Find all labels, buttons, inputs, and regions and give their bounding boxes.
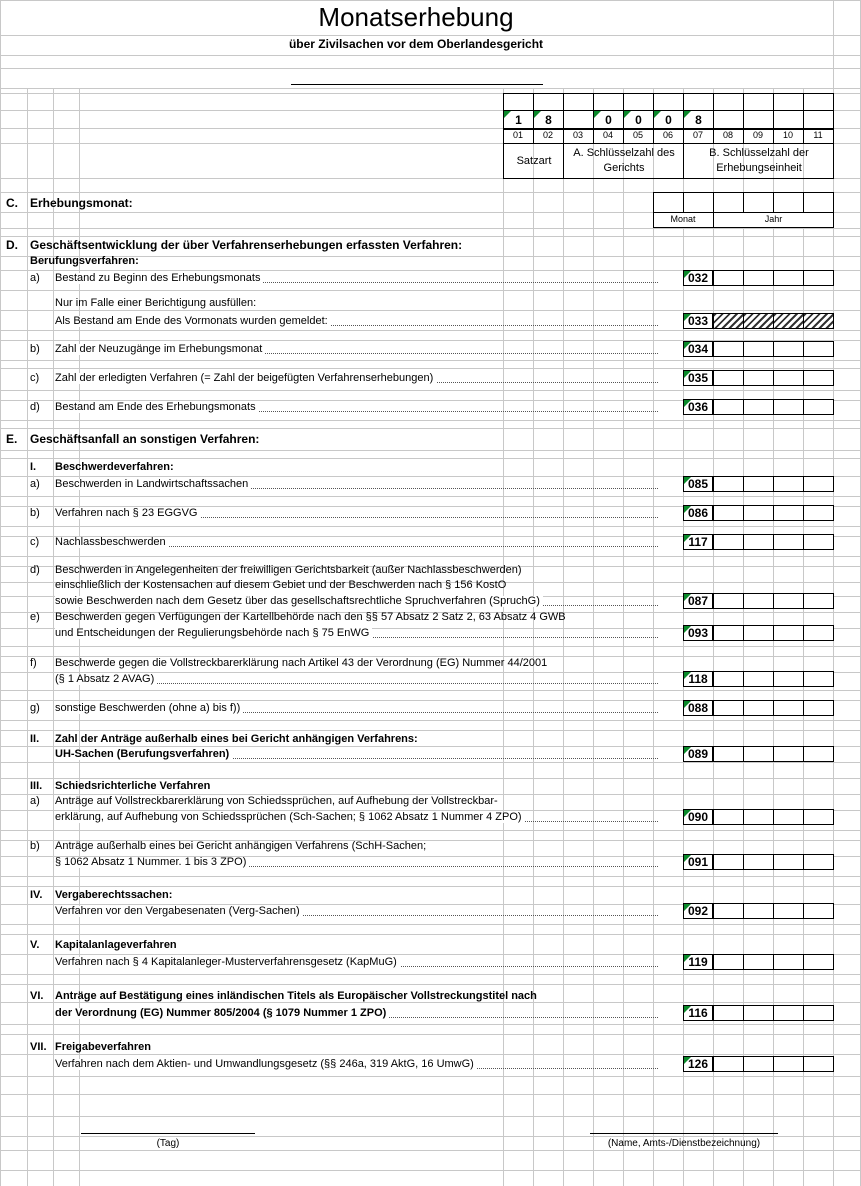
entry-input-cell[interactable]	[743, 809, 774, 825]
entry-item-label: a)	[30, 478, 40, 490]
entry-input-cell[interactable]	[803, 313, 834, 329]
grid-hline	[0, 934, 861, 935]
entry-input-cell[interactable]	[743, 1005, 774, 1021]
e-iii-title: Schiedsrichterliche Verfahren	[55, 780, 211, 792]
e-vi-line1: Anträge auf Bestätigung eines inländischen Titels als Europäischer Vollstreckungstitel nach	[55, 990, 537, 1002]
code-box: 087	[683, 593, 713, 609]
c-hsep	[653, 212, 834, 213]
e-i-label: I.	[30, 461, 37, 473]
entry-item-text: der Verordnung (EG) Nummer 805/2004 (§ 1079 Nummer 1 ZPO)	[55, 1008, 389, 1019]
key-digit-cell[interactable]	[593, 110, 624, 129]
key-hsep	[503, 143, 834, 144]
grid-hline	[0, 984, 861, 985]
entry-input-cell[interactable]	[773, 1056, 804, 1072]
entry-input-cell[interactable]	[803, 700, 834, 716]
e-ii-line1: Zahl der Anträge außerhalb eines bei Gericht anhängigen Verfahrens:	[55, 733, 418, 745]
entry-item-text: sowie Beschwerden nach dem Gesetz über das gesellschaftsrechtliche Spruchverfahren (SpruchG)	[55, 596, 543, 607]
e-vii-label: VII.	[30, 1041, 47, 1053]
entry-input-cell[interactable]	[803, 625, 834, 641]
entry-input-cell[interactable]	[773, 854, 804, 870]
entry-input-cell[interactable]	[743, 313, 774, 329]
grid-hline	[0, 330, 861, 331]
grid-hline	[0, 310, 861, 311]
entry-item-text: § 1062 Absatz 1 Nummer. 1 bis 3 ZPO)	[55, 857, 249, 868]
grid-hline	[0, 428, 861, 429]
grid-hline	[0, 1076, 861, 1077]
section-d-title: Geschäftsentwicklung der über Verfahrenserhebungen erfassten Verfahren:	[30, 238, 463, 252]
key-digit-cell[interactable]	[533, 110, 564, 129]
key-digit-cell[interactable]	[743, 110, 774, 129]
grid-hline	[0, 830, 861, 831]
entry-input-cell[interactable]	[713, 476, 744, 492]
entry-item-label: b)	[30, 840, 40, 852]
key-column-number: 03	[572, 130, 583, 140]
entry-input-cell[interactable]	[803, 746, 834, 762]
key-digit: 1	[515, 113, 522, 127]
grid-hline	[0, 1136, 861, 1137]
entry-input-cell[interactable]	[803, 854, 834, 870]
grid-hline	[0, 35, 861, 36]
key-col-sep	[713, 93, 714, 143]
entry-input-cell[interactable]	[743, 903, 774, 919]
entry-input-cell[interactable]	[773, 370, 804, 386]
section-d-letter: D.	[6, 238, 18, 252]
entry-input-cell[interactable]	[743, 534, 774, 550]
entry-item-text: Verfahren vor den Vergabesenaten (Verg-Sachen)	[55, 906, 303, 917]
key-digit-cell[interactable]	[773, 110, 804, 129]
entry-input-cell[interactable]	[803, 399, 834, 415]
entry-input-cell[interactable]	[743, 270, 774, 286]
code-box: 092	[683, 903, 713, 919]
key-column-number: 04	[602, 130, 613, 140]
entry-item-text: Bestand am Ende des Erhebungsmonats	[55, 402, 259, 413]
entry-item-label: e)	[30, 611, 40, 623]
grid-hline	[0, 1116, 861, 1117]
section-e-title: Geschäftsanfall an sonstigen Verfahren:	[30, 432, 260, 446]
entry-input-cell[interactable]	[713, 399, 744, 415]
code-box: 118	[683, 671, 713, 687]
grid-hline	[0, 1170, 861, 1171]
satzart-label: Satzart	[516, 155, 552, 167]
entry-item-label: d)	[30, 401, 40, 413]
code-box: 091	[683, 854, 713, 870]
code-box: 090	[683, 809, 713, 825]
key-digit: 8	[545, 113, 552, 127]
grid-hline	[0, 1024, 861, 1025]
grid-vline	[53, 88, 54, 1186]
entry-input-cell[interactable]	[773, 1005, 804, 1021]
entry-input-cell[interactable]	[743, 370, 774, 386]
grid-hline	[0, 886, 861, 887]
entry-input-cell[interactable]	[743, 746, 774, 762]
code-box: 086	[683, 505, 713, 521]
name-label: (Name, Amts-/Dienstbezeichnung)	[607, 1138, 761, 1149]
entry-input-cell[interactable]	[803, 534, 834, 550]
entry-input-cell[interactable]	[803, 270, 834, 286]
entry-input-cell[interactable]	[773, 476, 804, 492]
grid-hline	[0, 876, 861, 877]
entry-input-cell[interactable]	[713, 746, 744, 762]
key-column-number: 08	[722, 130, 733, 140]
entry-input-cell[interactable]	[713, 505, 744, 521]
entry-input-cell[interactable]	[773, 954, 804, 970]
key-column-number: 11	[813, 130, 823, 140]
entry-item-label: a)	[30, 272, 40, 284]
b-label-line1: B. Schlüsselzahl der	[709, 147, 809, 159]
grid-hline	[0, 1054, 861, 1055]
grid-hline	[0, 762, 861, 763]
entry-input-cell[interactable]	[713, 809, 744, 825]
entry-input-cell[interactable]	[743, 625, 774, 641]
entry-input-cell[interactable]	[743, 476, 774, 492]
entry-input-cell[interactable]	[773, 341, 804, 357]
entry-input-cell[interactable]	[803, 341, 834, 357]
entry-item-text: Bestand zu Beginn des Erhebungsmonats	[55, 273, 263, 284]
page-title: Monatserhebung	[318, 2, 514, 32]
entry-input-cell[interactable]	[743, 1056, 774, 1072]
entry-input-cell[interactable]	[803, 370, 834, 386]
entry-input-cell[interactable]	[803, 903, 834, 919]
section-d-note: Nur im Falle einer Berichtigung ausfüllen:	[55, 297, 257, 309]
entry-input-cell[interactable]	[713, 854, 744, 870]
entry-item-label: c)	[30, 372, 40, 384]
e-i-f-line1: Beschwerde gegen die Vollstreckbarerklärung nach Artikel 43 der Verordnung (EG) Nummer 44/2001	[55, 657, 548, 669]
key-digit-cell[interactable]	[623, 110, 654, 129]
code-box: 085	[683, 476, 713, 492]
grid-hline	[0, 290, 861, 291]
entry-item-text: Verfahren nach dem Aktien- und Umwandlungsgesetz (§§ 246a, 319 AktG, 16 UmwG)	[55, 1059, 477, 1070]
grid-hline	[0, 368, 861, 369]
key-col-sep	[533, 93, 534, 143]
entry-input-cell[interactable]	[773, 671, 804, 687]
date-signature-line	[81, 1133, 255, 1134]
e-vi-label: VI.	[30, 990, 44, 1002]
entry-input-cell[interactable]	[773, 593, 804, 609]
a-label-line1: A. Schlüsselzahl des	[573, 147, 675, 159]
entry-item-text: Verfahren nach § 23 EGGVG	[55, 508, 200, 519]
code-box: 035	[683, 370, 713, 386]
entry-input-cell[interactable]	[743, 399, 774, 415]
header-underline	[291, 84, 543, 85]
entry-input-cell[interactable]	[713, 593, 744, 609]
entry-input-cell[interactable]	[713, 700, 744, 716]
key-digit: 0	[605, 113, 612, 127]
entry-input-cell[interactable]	[773, 625, 804, 641]
grid-hline	[0, 690, 861, 691]
grid-hline	[0, 1002, 861, 1003]
a-label-line2: Gerichts	[603, 162, 645, 174]
grid-hline	[0, 496, 861, 497]
grid-hline	[0, 556, 861, 557]
entry-input-cell[interactable]	[743, 341, 774, 357]
section-c-letter: C.	[6, 196, 18, 210]
entry-input-cell[interactable]	[803, 1005, 834, 1021]
entry-input-cell[interactable]	[773, 534, 804, 550]
entry-item-text: Verfahren nach § 4 Kapitalanleger-Musterverfahrensgesetz (KapMuG)	[55, 957, 400, 968]
grid-hline	[0, 1034, 861, 1035]
entry-input-cell[interactable]	[803, 505, 834, 521]
e-iii-a-line1: Anträge auf Vollstreckbarerklärung von Schiedssprüchen, auf Aufhebung der Vollstreckbar-	[55, 795, 498, 807]
entry-input-cell[interactable]	[713, 954, 744, 970]
grid-hline	[0, 0, 861, 1]
key-hsep	[503, 129, 834, 130]
entry-input-cell[interactable]	[743, 954, 774, 970]
c-sep-1	[683, 192, 684, 212]
entry-item-text: sonstige Beschwerden (ohne a) bis f))	[55, 703, 243, 714]
code-box: 036	[683, 399, 713, 415]
entry-item-text: Beschwerden in Landwirtschaftssachen	[55, 479, 251, 490]
entry-input-cell[interactable]	[713, 903, 744, 919]
entry-input-cell[interactable]	[713, 534, 744, 550]
entry-item-text: Nachlassbeschwerden	[55, 537, 169, 548]
grid-hline	[0, 924, 861, 925]
entry-input-cell[interactable]	[803, 593, 834, 609]
entry-input-cell[interactable]	[803, 809, 834, 825]
jahr-label: Jahr	[764, 214, 783, 224]
section-e-letter: E.	[6, 432, 18, 446]
entry-input-cell[interactable]	[803, 1056, 834, 1072]
entry-input-cell[interactable]	[713, 370, 744, 386]
key-column-number: 02	[542, 130, 553, 140]
key-column-number: 06	[662, 130, 673, 140]
entry-item-label: c)	[30, 536, 40, 548]
b-label-line2: Erhebungseinheit	[716, 162, 802, 174]
grid-hline	[0, 55, 861, 56]
entry-item-label: b)	[30, 343, 40, 355]
section-c-title: Erhebungsmonat:	[30, 196, 133, 210]
key-column-number: 07	[692, 130, 703, 140]
key-digit: 0	[635, 113, 642, 127]
e-iv-title: Vergaberechtssachen:	[55, 889, 173, 901]
entry-input-cell[interactable]	[803, 954, 834, 970]
entry-input-cell[interactable]	[713, 671, 744, 687]
section-d-subtitle: Berufungsverfahren:	[30, 255, 139, 267]
code-box: 032	[683, 270, 713, 286]
grid-hline	[0, 360, 861, 361]
entry-input-cell[interactable]	[713, 1056, 744, 1072]
page-subtitle: über Zivilsachen vor dem Oberlandesgericht	[288, 37, 544, 51]
code-box: 116	[683, 1005, 713, 1021]
key-col-sep	[743, 93, 744, 143]
key-column-number: 10	[782, 130, 793, 140]
entry-item-text: erklärung, auf Aufhebung von Schiedssprüchen (Sch-Sachen; § 1062 Absatz 1 Nummer 4 ZPO)	[55, 812, 525, 823]
e-iii-label: III.	[30, 780, 43, 792]
entry-item-text: und Entscheidungen der Regulierungsbehörde nach § 75 EnWG	[55, 628, 372, 639]
key-column-number: 01	[512, 130, 523, 140]
entry-item-label: d)	[30, 564, 40, 576]
grid-hline	[0, 420, 861, 421]
grid-hline	[0, 236, 861, 237]
entry-item-text: (§ 1 Absatz 2 AVAG)	[55, 674, 157, 685]
entry-input-cell[interactable]	[773, 809, 804, 825]
grid-hline	[0, 450, 861, 451]
e-iv-label: IV.	[30, 889, 43, 901]
entry-input-cell[interactable]	[743, 593, 774, 609]
entry-input-cell[interactable]	[773, 313, 804, 329]
key-col-sep	[593, 93, 594, 143]
monat-label: Monat	[670, 214, 696, 224]
entry-input-cell[interactable]	[803, 476, 834, 492]
grid-hline	[0, 390, 861, 391]
key-col-sep	[623, 93, 624, 143]
entry-input-cell[interactable]	[773, 399, 804, 415]
entry-input-cell[interactable]	[713, 1005, 744, 1021]
code-box: 088	[683, 700, 713, 716]
entry-input-cell[interactable]	[743, 854, 774, 870]
grid-vline	[27, 88, 28, 1186]
grid-hline	[0, 526, 861, 527]
key-column-number: 09	[752, 130, 763, 140]
code-box: 093	[683, 625, 713, 641]
e-i-e-line1: Beschwerden gegen Verfügungen der Kartellbehörde nach den §§ 57 Absatz 2 Satz 2, 63 Absatz 4 GWB	[55, 611, 566, 623]
grid-hline	[0, 646, 861, 647]
code-box: 034	[683, 341, 713, 357]
c-sep-5	[803, 192, 804, 212]
grid-hline	[0, 1150, 861, 1151]
name-signature-line	[590, 1133, 778, 1134]
key-column-number: 05	[632, 130, 643, 140]
code-box: 117	[683, 534, 713, 550]
entry-item-label: g)	[30, 702, 40, 714]
key-digit-cell[interactable]	[503, 110, 534, 129]
c-sep-3	[743, 192, 744, 212]
entry-item-label: f)	[30, 657, 37, 669]
c-sep-4	[773, 192, 774, 212]
tag-label: (Tag)	[156, 1138, 180, 1149]
entry-input-cell[interactable]	[803, 671, 834, 687]
key-digit-cell[interactable]	[803, 110, 834, 129]
entry-input-cell[interactable]	[773, 746, 804, 762]
entry-item-text: UH-Sachen (Berufungsverfahren)	[55, 749, 232, 760]
entry-item-text: Als Bestand am Ende des Vormonats wurden gemeldet:	[55, 316, 331, 327]
entry-input-cell[interactable]	[773, 700, 804, 716]
key-col-sep	[803, 93, 804, 143]
entry-input-cell[interactable]	[743, 505, 774, 521]
entry-input-cell[interactable]	[773, 903, 804, 919]
entry-item-label: b)	[30, 507, 40, 519]
e-i-title: Beschwerdeverfahren:	[55, 461, 174, 473]
key-col-sep	[773, 93, 774, 143]
grid-hline	[0, 88, 861, 89]
e-i-d-line2: einschließlich der Kostensachen auf diesem Gebiet und der Beschwerden nach § 156 KostO	[55, 579, 507, 591]
entry-input-cell[interactable]	[743, 671, 774, 687]
e-iii-b-line1: Anträge außerhalb eines bei Gericht anhängigen Verfahrens (SchH-Sachen;	[55, 840, 427, 852]
key-digit-cell[interactable]	[653, 110, 684, 129]
entry-input-cell[interactable]	[713, 341, 744, 357]
code-box: 033	[683, 313, 713, 329]
entry-item-text: Zahl der Neuzugänge im Erhebungsmonat	[55, 344, 265, 355]
grid-hline	[0, 68, 861, 69]
code-box: 126	[683, 1056, 713, 1072]
key-digit-cell[interactable]	[563, 110, 594, 129]
grid-hline	[0, 458, 861, 459]
grid-hline	[0, 720, 861, 721]
entry-item-text: Zahl der erledigten Verfahren (= Zahl der beigefügten Verfahrenserhebungen)	[55, 373, 436, 384]
key-col-sep	[653, 93, 654, 143]
e-i-d-line1: Beschwerden in Angelegenheiten der freiwilligen Gerichtsbarkeit (außer Nachlassbeschwerden)	[55, 564, 522, 576]
e-ii-label: II.	[30, 733, 40, 745]
grid-hline	[0, 228, 861, 229]
key-digit: 0	[665, 113, 672, 127]
grid-hline	[0, 1094, 861, 1095]
entry-item-label: a)	[30, 795, 40, 807]
grid-hline	[0, 730, 861, 731]
e-v-label: V.	[30, 939, 40, 951]
code-box: 089	[683, 746, 713, 762]
grid-hline	[0, 778, 861, 779]
grid-hline	[0, 974, 861, 975]
entry-input-cell[interactable]	[743, 700, 774, 716]
entry-input-cell[interactable]	[773, 270, 804, 286]
key-digit-cell[interactable]	[683, 110, 714, 129]
key-digit-cell[interactable]	[713, 110, 744, 129]
entry-input-cell[interactable]	[713, 313, 744, 329]
e-vii-title: Freigabeverfahren	[55, 1041, 151, 1053]
entry-input-cell[interactable]	[713, 625, 744, 641]
entry-input-cell[interactable]	[713, 270, 744, 286]
code-box: 119	[683, 954, 713, 970]
e-v-title: Kapitalanlageverfahren	[55, 939, 177, 951]
key-digit: 8	[695, 113, 702, 127]
entry-input-cell[interactable]	[773, 505, 804, 521]
